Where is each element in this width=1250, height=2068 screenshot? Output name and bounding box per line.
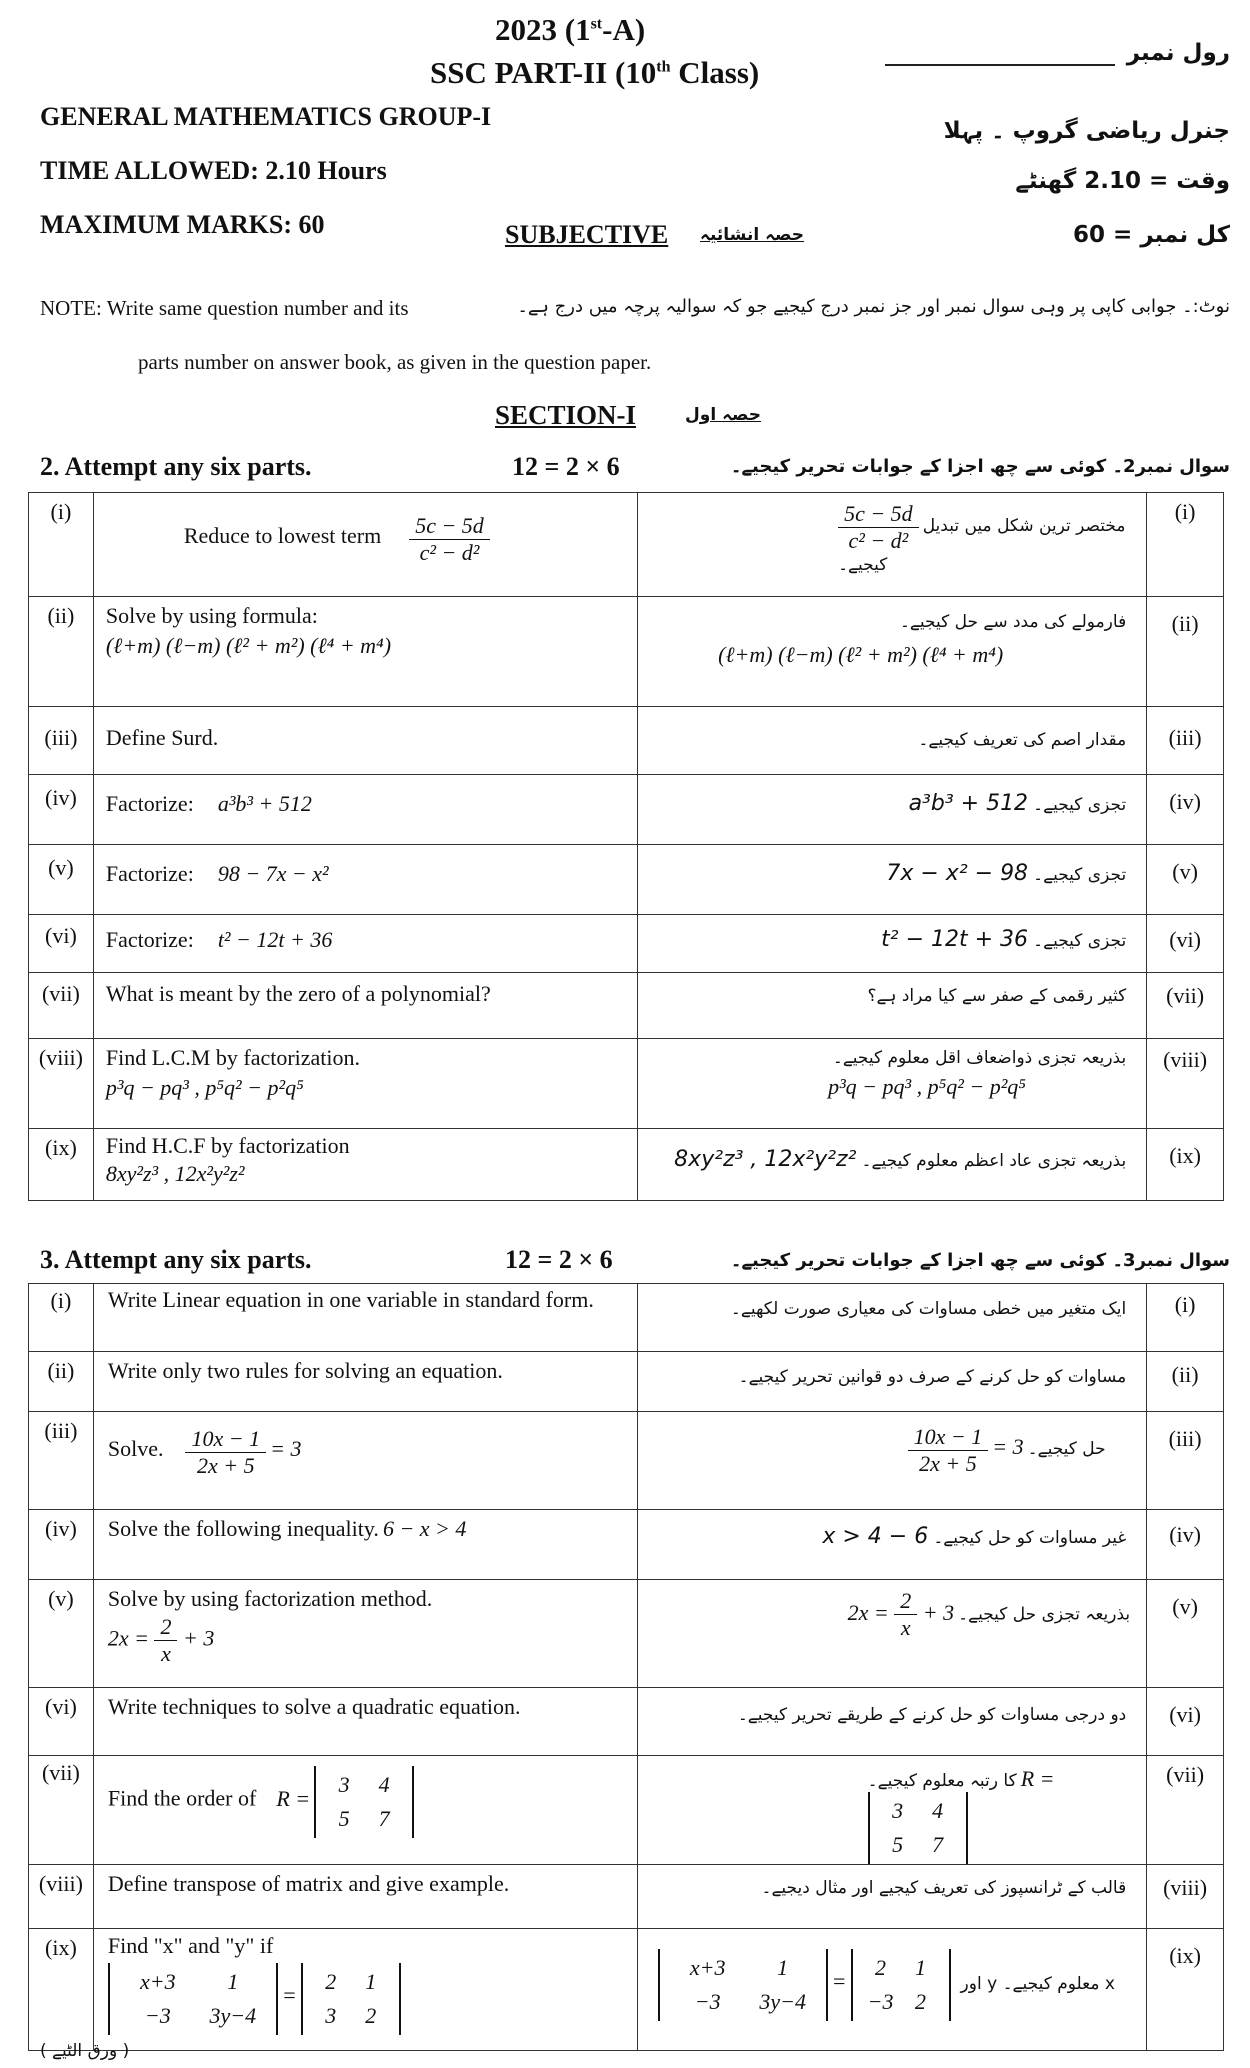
q3-v-equation-urdu: 2x = $\frac{2}{x}$ + 3 (847, 1588, 955, 1640)
section-title-urdu: حصہ اول (685, 405, 762, 425)
roll-number-line (885, 64, 1115, 66)
question-text-urdu: دو درجی مساوات کو حل کرنے کے طریقے تحریر کیجیے۔ (737, 1705, 1127, 1725)
q3-row (29, 1412, 1224, 1510)
question-text: Find the order of (107, 1785, 257, 1811)
question-text: Define transpose of matrix and give example. (107, 1871, 510, 1896)
part-number: (i) (50, 499, 72, 524)
maximum-marks-urdu: کل نمبر = 60 (1073, 222, 1230, 248)
question-text-urdu: تجزی کیجیے۔ (1033, 795, 1127, 815)
q3-iii-content (108, 1426, 637, 1479)
q3-heading: 3. Attempt any six parts. (40, 1245, 312, 1274)
part-number: (vii) (41, 981, 80, 1006)
question-text: What is meant by the zero of a polynomial? (105, 981, 491, 1006)
matrix-right-urdu: 2 1 −3 2 (851, 1949, 951, 2021)
q2-i-fraction-urdu: $\frac{5c - 5d}{\text{c² − d²}}$ (838, 501, 919, 554)
part-number-urdu: (viii) (1163, 1875, 1208, 1900)
q2-i-fraction: $\frac{5c - 5d}{\text{c² − d²}}$ (409, 513, 490, 566)
question-text-urdu: قالب کے ٹرانسپوز کی تعریف کیجیے اور مثال دیجیے۔ (761, 1878, 1127, 1898)
matrix-r-urdu: 3 4 5 7 (868, 1792, 968, 1864)
question-math-urdu: t² − 12t + 36 (881, 927, 1029, 952)
note-urdu: نوٹ:۔ جوابی کاپی پر وہی سوال نمبر اور جز نمبر درج کیجیے جو کہ سوالیہ پرچہ میں درج ہے۔ (517, 296, 1230, 317)
question-math-urdu: a³b³ + 512 (908, 791, 1029, 816)
q3-iii-fraction: $\frac{10x - 1}{2x + 5}$ (185, 1426, 266, 1479)
question-math: p³q − pq³ , p⁵q² − p²q⁵ (105, 1075, 304, 1100)
subject-title: GENERAL MATHEMATICS GROUP-I (40, 102, 492, 131)
part-number-urdu: (i) (1174, 1292, 1196, 1317)
question-math: 98 − 7x − x² (217, 861, 329, 886)
matrix-right: 2 1 3 2 (301, 1963, 401, 2035)
part-number-urdu: (ii) (1171, 611, 1199, 636)
turn-over-note: ( ورق الٹیے ) (40, 2041, 130, 2061)
q2-i-content-urdu (838, 501, 1146, 575)
question-text: Find "x" and "y" if (107, 1933, 274, 1958)
question-text-urdu: فارمولے کی مدد سے حل کیجیے۔ (899, 612, 1127, 632)
q3-v-content-urdu (848, 1588, 1147, 1641)
q3-vii-content (108, 1766, 637, 1838)
question-math: t² − 12t + 36 (217, 927, 333, 952)
part-number-urdu: (iv) (1169, 789, 1201, 814)
part-number-urdu: (vi) (1169, 1702, 1201, 1727)
note-line-2: parts number on answer book, as given in the question paper. (138, 350, 652, 374)
exam-class: SSC PART-II (10th Class) (430, 55, 760, 90)
part-number-urdu: (vi) (1169, 927, 1201, 952)
question-text-urdu: اور y معلوم کیجیے۔ x (960, 1973, 1115, 1994)
q3-row (29, 1284, 1224, 1352)
q2-row (29, 597, 1224, 707)
part-number: (iii) (44, 1418, 78, 1443)
question-text: Define Surd. (105, 725, 219, 750)
question-text-urdu: کا رتبہ معلوم کیجیے۔ (867, 1771, 1017, 1791)
question-text-urdu: حل کیجیے۔ (1027, 1439, 1106, 1460)
question-text: Solve by using formula: (105, 603, 318, 628)
part-number: (vi) (45, 1694, 77, 1719)
question-text: Factorize: (105, 861, 194, 886)
q2-row (29, 707, 1224, 775)
q3-heading-urdu: سوال نمبر3۔ کوئی سے چھ اجزا کے جوابات تحریر کیجیے۔ (730, 1250, 1230, 1271)
question-text-urdu: ایک متغیر میں خطی مساوات کی معیاری صورت لکھیے۔ (730, 1299, 1127, 1319)
question-math-urdu: 6 − x > 4 (822, 1524, 929, 1549)
question-text: Solve. (107, 1436, 164, 1462)
question-text-urdu: بذریعہ تجزی عاد اعظم معلوم کیجیے۔ (861, 1151, 1127, 1171)
part-number: (iii) (44, 725, 78, 750)
q2-row (29, 845, 1224, 915)
q2-heading: 2. Attempt any six parts. (40, 452, 312, 481)
part-number-urdu: (iii) (1168, 1426, 1202, 1451)
question-text: Write only two rules for solving an equation. (107, 1358, 503, 1383)
question-text: Factorize: (105, 791, 194, 816)
q2-i-content (184, 513, 637, 566)
subjective-label-urdu: حصہ انشائیہ (700, 225, 805, 245)
time-allowed: TIME ALLOWED: 2.10 Hours (40, 156, 387, 185)
question-math-urdu: 98 − 7x − x² (886, 861, 1029, 886)
part-number: (ix) (45, 1935, 77, 1960)
q3-vii-content-urdu (868, 1766, 1147, 1864)
q2-row (29, 775, 1224, 845)
q2-row (29, 973, 1224, 1039)
part-number-urdu: (i) (1174, 499, 1196, 524)
part-number-urdu: (ii) (1171, 1362, 1199, 1387)
question-text: Write techniques to solve a quadratic equation. (107, 1694, 521, 1719)
question-text-urdu: مقدار اصم کی تعریف کیجیے۔ (918, 730, 1127, 750)
note-line-1: NOTE: Write same question number and its (40, 296, 409, 320)
part-number-urdu: (iii) (1168, 725, 1202, 750)
q2-row (29, 1039, 1224, 1129)
part-number-urdu: (ix) (1169, 1143, 1201, 1168)
question-math-urdu: R = (1020, 1766, 1055, 1791)
q3-iii-equals-urdu: = 3 (992, 1434, 1024, 1460)
question-text: Solve by using factorization method. (107, 1586, 433, 1611)
part-number-urdu: (vii) (1166, 983, 1205, 1008)
part-number: (vii) (41, 1760, 80, 1785)
q3-iii-equals: = 3 (270, 1436, 302, 1462)
part-number: (i) (50, 1288, 72, 1313)
question-text-urdu: تجزی کیجیے۔ (1033, 931, 1127, 951)
question-text-urdu: مختصر ترین شکل میں تبدیل کیجیے۔ (838, 516, 1126, 575)
part-number-urdu: (v) (1172, 1594, 1198, 1619)
question-math: R = (276, 1785, 311, 1811)
q3-iii-content-urdu (908, 1424, 1147, 1477)
part-number-urdu: (viii) (1163, 1047, 1208, 1072)
question-text: Find H.C.F by factorization (105, 1133, 350, 1158)
matrix-r: 3 4 5 7 (314, 1766, 414, 1838)
roll-number-label-urdu: رول نمبر (1126, 40, 1230, 66)
q2-row (29, 915, 1224, 973)
q3-row (29, 1352, 1224, 1412)
question-math-urdu: (ℓ+m) (ℓ−m) (ℓ² + m²) (ℓ⁴ + m⁴) (718, 642, 1004, 667)
q3-row (29, 1510, 1224, 1580)
q2-row (29, 1129, 1224, 1201)
part-number-urdu: (v) (1172, 859, 1198, 884)
part-number: (v) (48, 1586, 74, 1611)
part-number-urdu: (iv) (1169, 1522, 1201, 1547)
question-text: Factorize: (105, 927, 194, 952)
part-number: (v) (48, 855, 74, 880)
q3-marks: 12 = 2 × 6 (505, 1245, 613, 1274)
question-math: (ℓ+m) (ℓ−m) (ℓ² + m²) (ℓ⁴ + m⁴) (105, 633, 392, 658)
section-title: SECTION-I (495, 400, 637, 430)
q3-iii-fraction-urdu: $\frac{10x - 1}{2x + 5}$ (908, 1424, 989, 1477)
question-text: Write Linear equation in one variable in standard form. (107, 1287, 594, 1312)
question-math: a³b³ + 512 (217, 791, 312, 816)
maximum-marks: MAXIMUM MARKS: 60 (40, 210, 325, 239)
question-text-urdu: تجزی کیجیے۔ (1033, 865, 1127, 885)
q2-marks: 12 = 2 × 6 (512, 452, 620, 481)
question-text: Reduce to lowest term (183, 523, 382, 549)
exam-year: 2023 (1st-A) (495, 12, 646, 47)
subjective-label: SUBJECTIVE (505, 220, 669, 249)
question-math-urdu: 8xy²z³ , 12x²y²z² (674, 1147, 857, 1172)
part-number: (vi) (45, 923, 77, 948)
time-allowed-urdu: وقت = 2.10 گھنٹے (1015, 168, 1230, 194)
question-math: 6 − x > 4 (382, 1516, 467, 1541)
question-text-urdu: بذریعہ تجزی حل کیجیے۔ (958, 1604, 1131, 1625)
matrix-left: x+3 1 −3 3y−4 (108, 1963, 278, 2035)
question-text-urdu: غیر مساوات کو حل کیجیے۔ (933, 1528, 1127, 1548)
part-number: (ii) (47, 1358, 75, 1383)
question-text: Find L.C.M by factorization. (105, 1045, 361, 1070)
part-number: (viii) (38, 1045, 83, 1070)
q2-heading-urdu: سوال نمبر2۔ کوئی سے چھ اجزا کے جوابات تحریر کیجیے۔ (730, 456, 1230, 477)
q3-v-equation: 2x = $\frac{2}{x}$ + 3 (107, 1614, 215, 1666)
q3-table (28, 1283, 1224, 2051)
question-math-urdu: p³q − pq³ , p⁵q² − p²q⁵ (828, 1074, 1026, 1099)
q2-table (28, 492, 1224, 1201)
part-number: (viii) (38, 1871, 83, 1896)
matrix-left-urdu: x+3 1 −3 3y−4 (658, 1949, 828, 2021)
question-text-urdu: بذریعہ تجزی ذواضعاف اقل معلوم کیجیے۔ (832, 1048, 1127, 1068)
question-text-urdu: کثیر رقمی کے صفر سے کیا مراد ہے؟ (867, 986, 1127, 1006)
q2-row (29, 493, 1224, 597)
q3-ix-equation: x+3 1 −3 3y−4 = 2 1 3 2 (108, 1963, 637, 2035)
q3-row (29, 1929, 1224, 2051)
q3-row (29, 1756, 1224, 1865)
part-number: (iv) (45, 1516, 77, 1541)
part-number-urdu: (ix) (1169, 1943, 1201, 1968)
question-text-urdu: مساوات کو حل کرنے کے صرف دو قوانین تحریر کیجیے۔ (738, 1367, 1127, 1387)
question-math: 8xy²z³ , 12x²y²z² (105, 1161, 245, 1186)
part-number: (iv) (45, 785, 77, 810)
subject-title-urdu: جنرل ریاضی گروپ ۔ پہلا (943, 118, 1230, 144)
part-number-urdu: (vii) (1166, 1762, 1205, 1787)
part-number: (ii) (47, 603, 75, 628)
q3-row (29, 1865, 1224, 1929)
q3-row (29, 1580, 1224, 1688)
question-text: Solve the following inequality. (107, 1516, 379, 1541)
part-number: (ix) (45, 1135, 77, 1160)
q3-ix-content-urdu: x+3 1 −3 3y−4 = 2 1 −3 2 اور y معلوم کیجیے۔ x (658, 1949, 1147, 2021)
q3-row (29, 1688, 1224, 1756)
